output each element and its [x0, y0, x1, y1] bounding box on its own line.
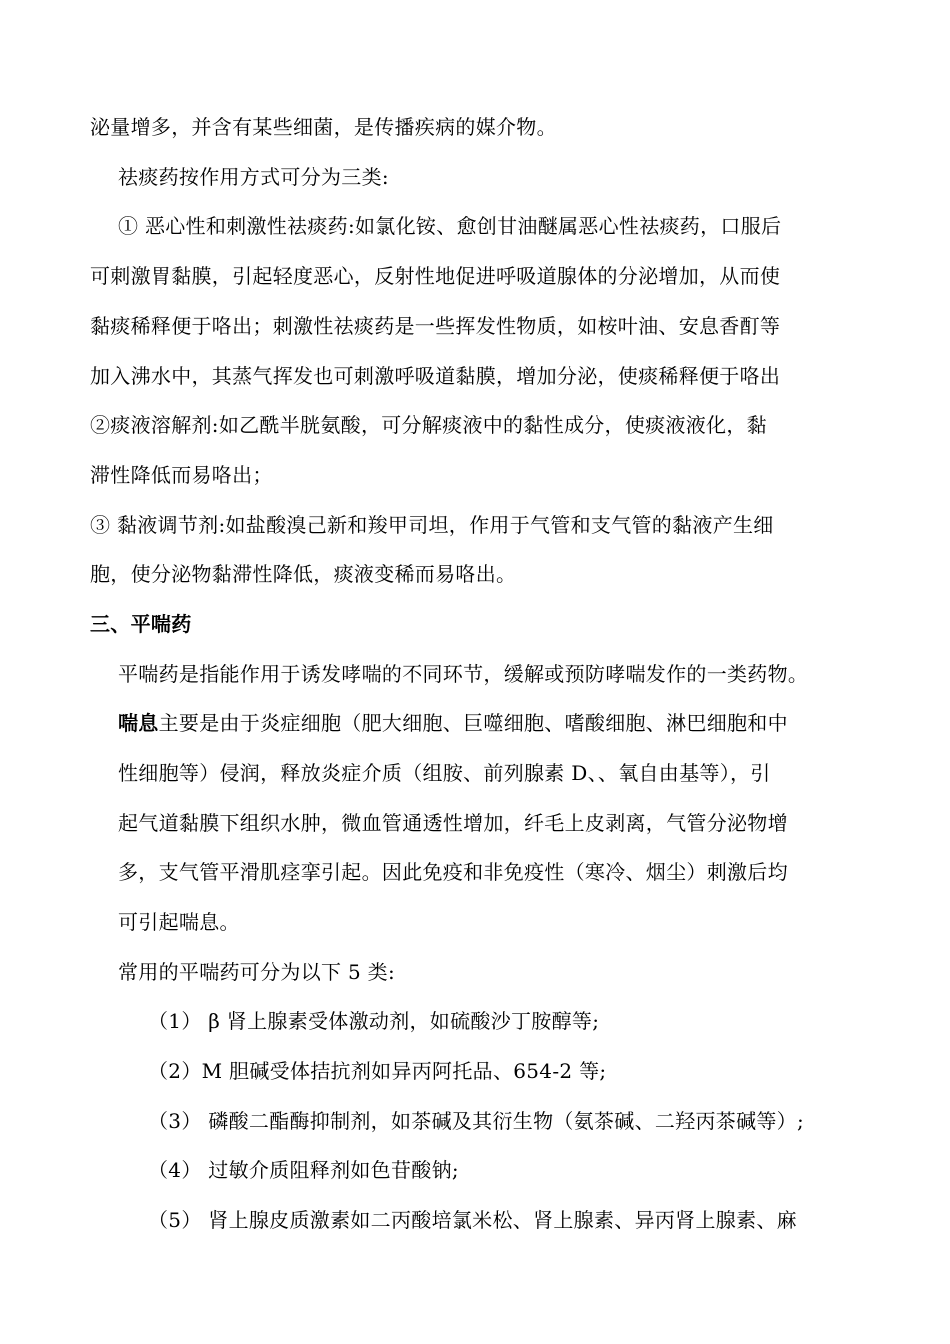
asthma-paragraph-line-2: 性细胞等）侵润，释放炎症介质（组胺、前列腺素 D、、氧自由基等），引	[118, 761, 771, 785]
expectorant-item-2-line-1: ②痰液溶解剂:如乙酰半胱氨酸，可分解痰液中的黏性成分，使痰液液化，黏	[90, 413, 767, 437]
section-heading-antiasthmatic: 三、平喘药	[90, 612, 192, 636]
asthma-paragraph-line-3: 起气道黏膜下组织水肿，微血管通透性增加，纤毛上皮剥离，气管分泌物增	[118, 811, 788, 835]
categories-intro: 常用的平喘药可分为以下 5 类:	[118, 960, 395, 984]
category-item-3: （3） 磷酸二酯酶抑制剂，如茶碱及其衍生物（氨茶碱、二羟丙茶碱等）;	[148, 1109, 805, 1133]
expectorant-item-1-line-2: 可刺激胃黏膜，引起轻度恶心，反射性地促进呼吸道腺体的分泌增加，从而使	[90, 264, 781, 288]
expectorant-item-1-line-4: 加入沸水中，其蒸气挥发也可刺激呼吸道黏膜，增加分泌，使痰稀释便于咯出	[90, 364, 781, 388]
expectorant-item-2-line-2: 滞性降低而易咯出；	[90, 463, 273, 487]
category-item-4: （4） 过敏介质阻释剂如色苷酸钠;	[148, 1158, 459, 1182]
antiasthmatic-definition: 平喘药是指能作用于诱发哮喘的不同环节，缓解或预防哮喘发作的一类药物。	[118, 662, 809, 686]
asthma-first-line-text: 主要是由于炎症细胞（肥大细胞、巨噬细胞、嗜酸细胞、淋巴细胞和中	[158, 711, 788, 735]
category-item-2: （2）M 胆碱受体拮抗剂如异丙阿托品、654-2 等;	[148, 1059, 607, 1083]
expectorant-item-1-line-3: 黏痰稀释便于咯出；刺激性祛痰药是一些挥发性物质，如桉叶油、安息香酊等	[90, 314, 781, 338]
category-item-1: （1） β 肾上腺素受体激动剂，如硫酸沙丁胺醇等;	[148, 1009, 600, 1033]
expectorant-item-3-line-2: 胞，使分泌物黏滞性降低，痰液变稀而易咯出。	[90, 562, 517, 586]
expectorant-item-3-line-1: ③ 黏液调节剂:如盐酸溴己新和羧甲司坦，作用于气管和支气管的黏液产生细	[90, 513, 774, 537]
intro-line-1: 泌量增多，并含有某些细菌，是传播疾病的媒介物。	[90, 115, 557, 139]
asthma-paragraph-line-5: 可引起喘息。	[118, 910, 240, 934]
expectorant-item-1-line-1: ① 恶心性和刺激性祛痰药:如氯化铵、愈创甘油醚属恶心性祛痰药，口服后	[118, 214, 782, 238]
asthma-paragraph-line-4: 多，支气管平滑肌痉挛引起。因此免疫和非免疫性（寒冷、烟尘）刺激后均	[118, 860, 788, 884]
expectorant-classification-intro: 祛痰药按作用方式可分为三类:	[118, 165, 389, 189]
asthma-term: 喘息	[118, 711, 159, 735]
asthma-paragraph-line-1	[118, 709, 788, 737]
category-item-5: （5） 肾上腺皮质激素如二丙酸培氯米松、肾上腺素、异丙肾上腺素、麻	[148, 1208, 797, 1232]
